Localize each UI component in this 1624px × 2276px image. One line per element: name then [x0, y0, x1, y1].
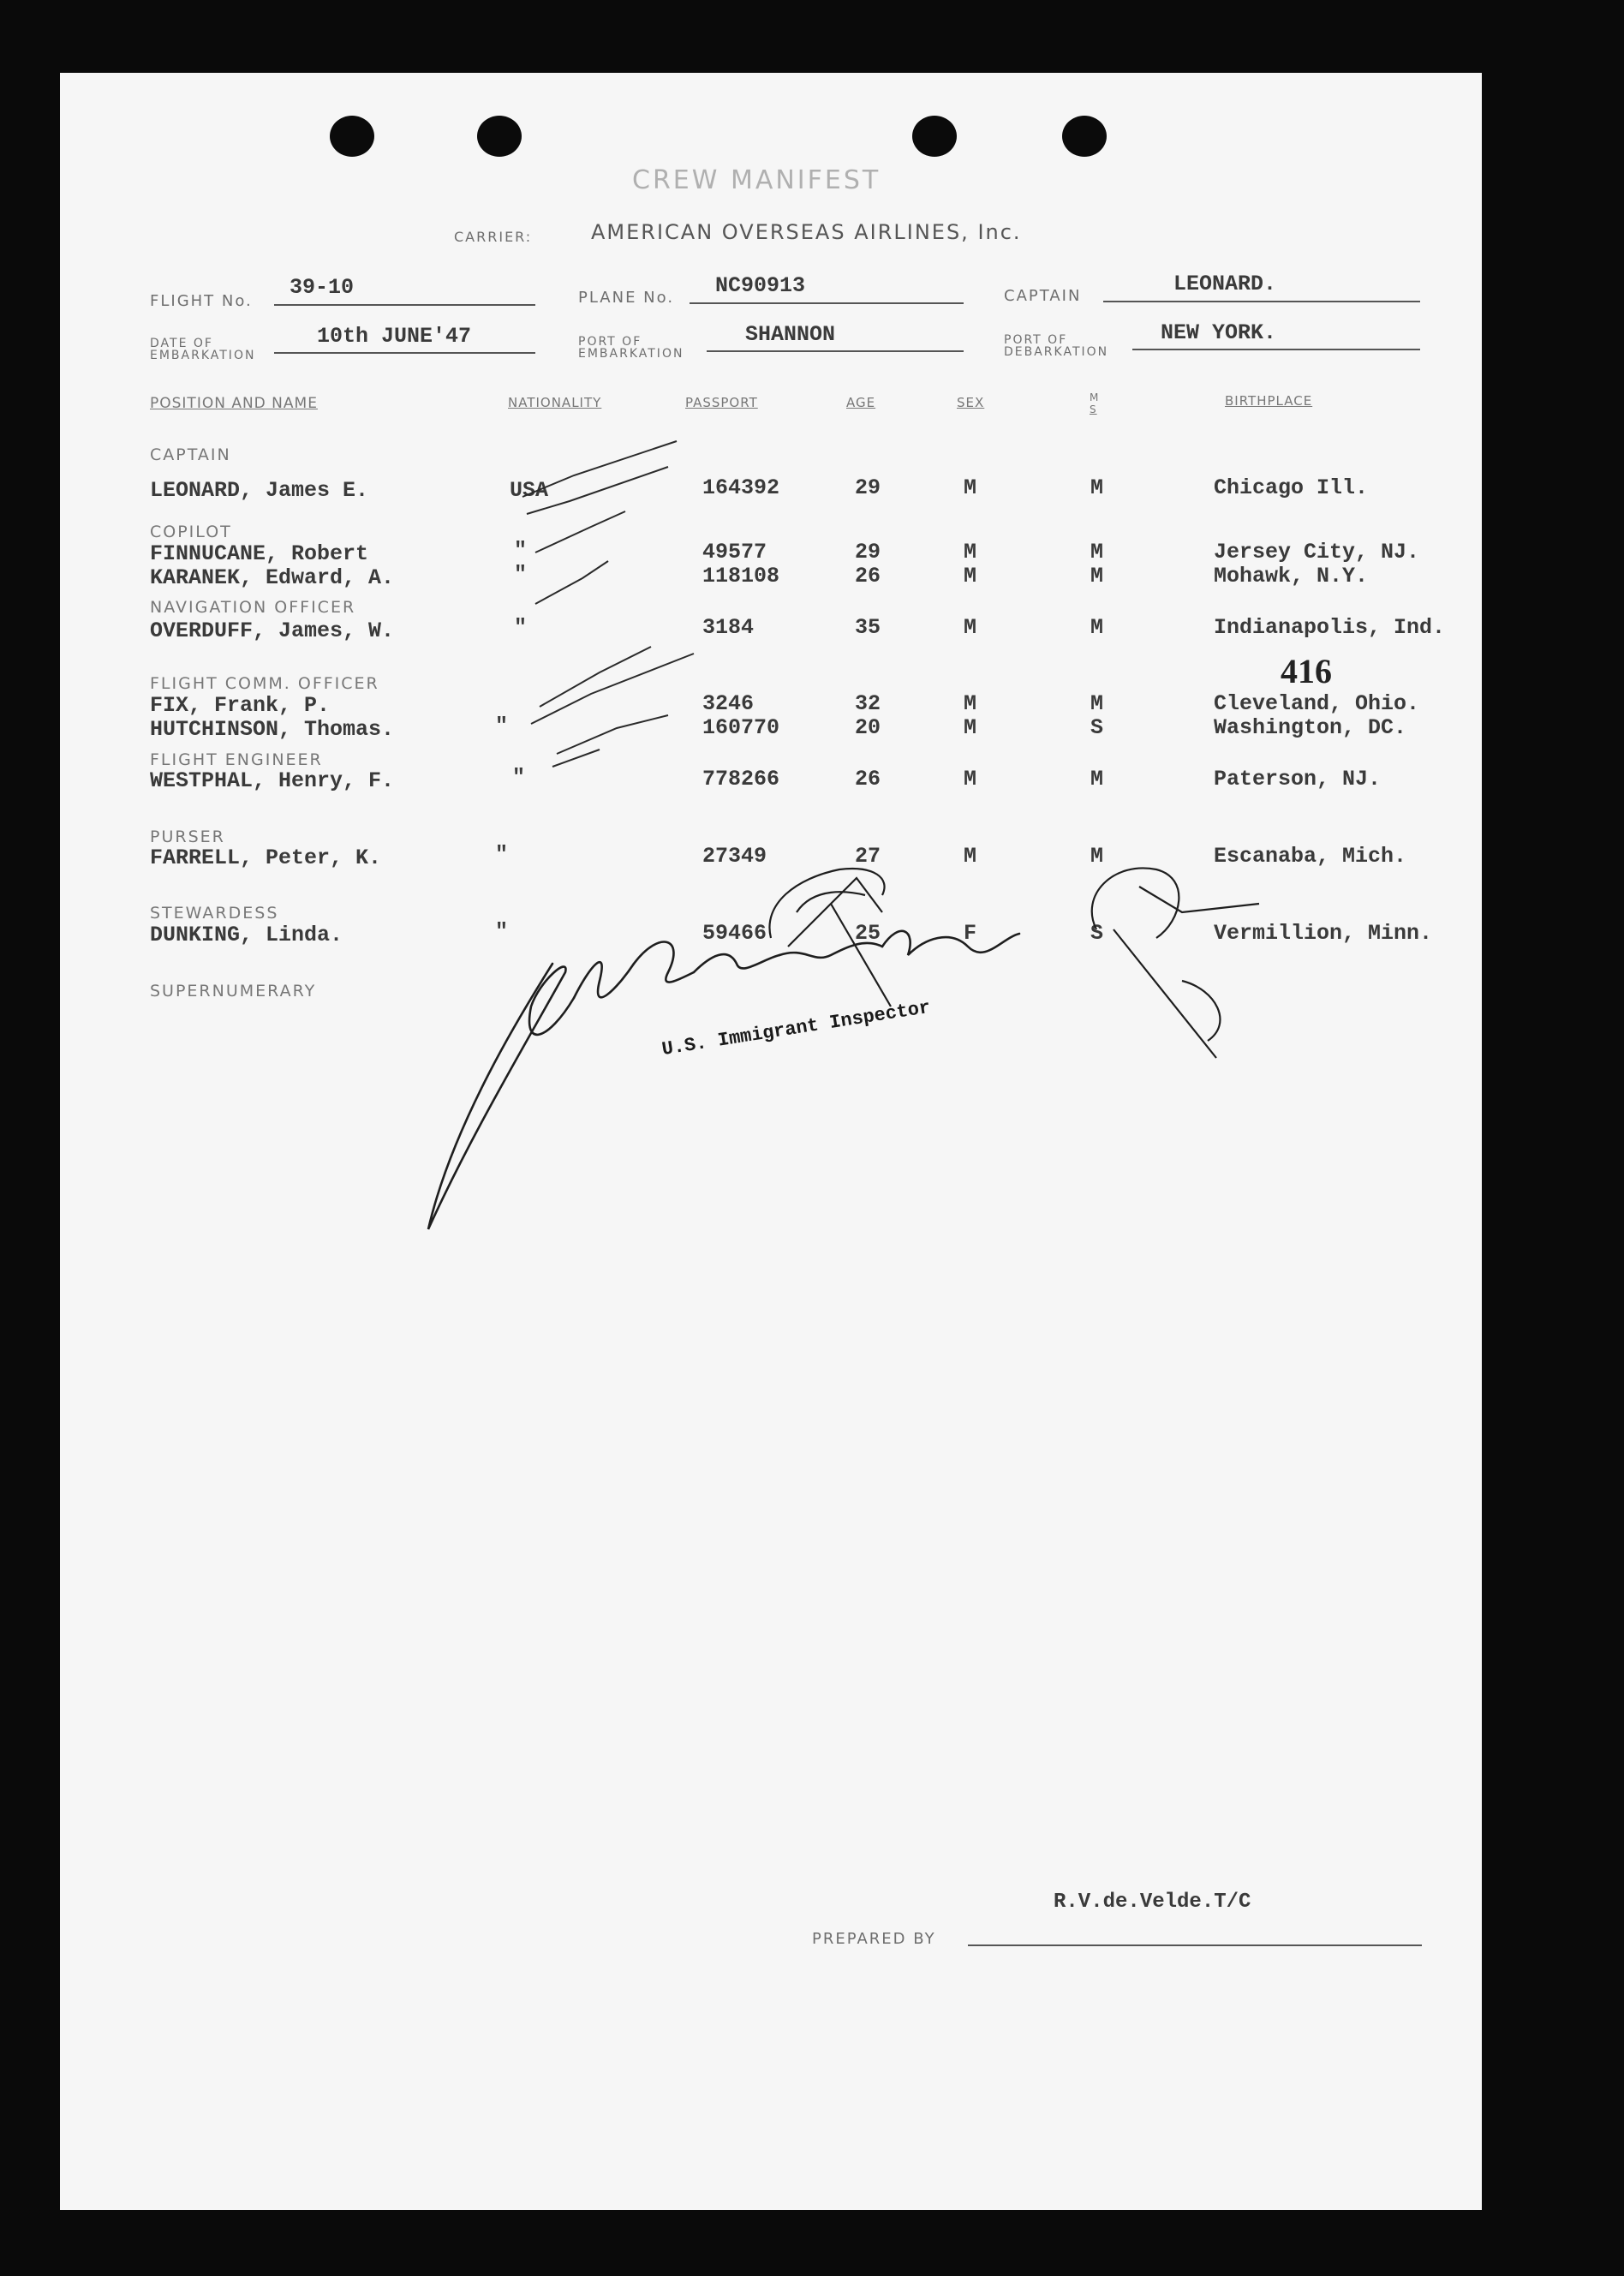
crew-nationality: "	[495, 842, 509, 867]
crew-birthplace: Washington, DC.	[1214, 715, 1407, 740]
port-emb-label-top: PORT OF	[578, 335, 642, 349]
crew-sex: M	[964, 715, 977, 740]
crew-name: HUTCHINSON, Thomas.	[150, 717, 395, 742]
crew-marital: M	[1090, 844, 1104, 869]
crew-name: WESTPHAL, Henry, F.	[150, 768, 395, 793]
port-emb-line	[707, 350, 964, 352]
crew-sex: F	[964, 921, 977, 946]
crew-passport: 3246	[702, 691, 755, 716]
col-ms-top: M	[1090, 391, 1100, 403]
col-nationality: NATIONALITY	[508, 395, 602, 410]
crew-passport: 49577	[702, 540, 767, 565]
crew-name: OVERDUFF, James, W.	[150, 618, 395, 643]
crew-birthplace: Chicago Ill.	[1214, 475, 1369, 500]
punch-hole	[330, 116, 374, 157]
crew-name: FINNUCANE, Robert	[150, 541, 369, 566]
prepared-by-label: PREPARED BY	[812, 1930, 936, 1948]
section-copilot: COPILOT	[150, 523, 232, 541]
crew-age: 26	[855, 767, 881, 792]
crew-sex: M	[964, 615, 977, 640]
crew-marital: S	[1090, 715, 1104, 740]
flight-label: FLIGHT No.	[150, 292, 253, 310]
col-birthplace: BIRTHPLACE	[1225, 393, 1313, 409]
crew-sex: M	[964, 844, 977, 869]
port-emb-label-bottom: EMBARKATION	[578, 347, 684, 361]
crew-birthplace: Indianapolis, Ind.	[1214, 615, 1446, 640]
crew-age: 20	[855, 715, 881, 740]
plane-line	[690, 302, 964, 304]
crew-passport: 3184	[702, 615, 755, 640]
crew-marital: S	[1090, 921, 1104, 946]
crew-age: 35	[855, 615, 881, 640]
embarkation-date: 10th JUNE'47	[317, 324, 472, 349]
port-deb-line	[1132, 349, 1420, 350]
crew-age: 29	[855, 540, 881, 565]
crew-sex: M	[964, 540, 977, 565]
stamp-mark	[1062, 835, 1276, 1092]
crew-birthplace: Vermillion, Minn.	[1214, 921, 1433, 946]
crew-age: 27	[855, 844, 881, 869]
crew-birthplace: Mohawk, N.Y.	[1214, 564, 1369, 588]
crew-birthplace: Jersey City, NJ.	[1214, 540, 1420, 565]
crew-passport: 118108	[702, 564, 780, 588]
crew-sex: M	[964, 767, 977, 792]
col-sex: SEX	[957, 395, 985, 410]
crew-name: FIX, Frank, P.	[150, 693, 331, 718]
manifest-sheet	[60, 73, 1482, 2210]
date-label-top: DATE OF	[150, 337, 213, 350]
crew-birthplace: Cleveland, Ohio.	[1214, 691, 1420, 716]
section-supernumerary: SUPERNUMERARY	[150, 982, 317, 1001]
section-comm: FLIGHT COMM. OFFICER	[150, 674, 379, 693]
crew-passport: 778266	[702, 767, 780, 792]
crew-birthplace: Paterson, NJ.	[1214, 767, 1382, 792]
date-line	[274, 352, 535, 354]
page-title: CREW MANIFEST	[632, 165, 881, 195]
crew-name: DUNKING, Linda.	[150, 923, 343, 947]
plane-label: PLANE No.	[578, 289, 675, 307]
section-purser: PURSER	[150, 827, 225, 846]
crew-marital: M	[1090, 691, 1104, 716]
crew-name: LEONARD, James E.	[150, 478, 369, 503]
section-captain: CAPTAIN	[150, 445, 231, 464]
inspector-stamp: U.S. Immigrant Inspector	[660, 996, 932, 1060]
crew-passport: 27349	[702, 844, 767, 869]
crew-sex: M	[964, 564, 977, 588]
section-stewardess: STEWARDESS	[150, 904, 279, 923]
handwritten-number: 416	[1281, 652, 1332, 690]
stamp-mark	[737, 827, 908, 1024]
col-position: POSITION AND NAME	[150, 395, 318, 412]
crew-birthplace: Escanaba, Mich.	[1214, 844, 1407, 869]
crew-name: FARRELL, Peter, K.	[150, 845, 382, 870]
carrier-name: AMERICAN OVERSEAS AIRLINES, Inc.	[591, 220, 1022, 244]
crew-marital: M	[1090, 615, 1104, 640]
crew-nationality: "	[514, 538, 528, 563]
crew-sex: M	[964, 691, 977, 716]
date-label-bottom: EMBARKATION	[150, 349, 256, 362]
crew-age: 26	[855, 564, 881, 588]
crew-passport: 59466	[702, 921, 767, 946]
port-debarkation: NEW YORK.	[1161, 320, 1277, 345]
captain-line	[1103, 301, 1420, 302]
crew-marital: M	[1090, 564, 1104, 588]
crew-passport: 164392	[702, 475, 780, 500]
carrier-label: CARRIER:	[454, 229, 533, 245]
crew-nationality: USA	[510, 478, 549, 503]
section-engineer: FLIGHT ENGINEER	[150, 750, 323, 769]
prepared-by-line	[968, 1944, 1422, 1946]
check-marks	[488, 433, 728, 844]
crew-nationality: "	[514, 562, 528, 587]
flight-number: 39-10	[290, 275, 355, 300]
punch-hole	[477, 116, 522, 157]
crew-marital: M	[1090, 767, 1104, 792]
flight-line	[274, 304, 535, 306]
port-embarkation: SHANNON	[745, 322, 836, 347]
crew-nationality: "	[514, 615, 528, 640]
crew-sex: M	[964, 475, 977, 500]
crew-nationality: "	[495, 919, 509, 944]
crew-passport: 160770	[702, 715, 780, 740]
col-ms-bottom: S	[1090, 403, 1097, 415]
captain-label: CAPTAIN	[1004, 287, 1082, 305]
crew-nationality: "	[512, 765, 526, 790]
col-age: AGE	[846, 395, 876, 410]
prepared-by-value: R.V.de.Velde.T/C	[1054, 1891, 1251, 1914]
crew-marital: M	[1090, 540, 1104, 565]
port-deb-label-bottom: DEBARKATION	[1004, 345, 1109, 359]
crew-marital: M	[1090, 475, 1104, 500]
punch-hole	[912, 116, 957, 157]
crew-age: 32	[855, 691, 881, 716]
section-navigation: NAVIGATION OFFICER	[150, 598, 356, 617]
crew-nationality: "	[495, 714, 509, 738]
crew-age: 29	[855, 475, 881, 500]
port-deb-label-top: PORT OF	[1004, 333, 1068, 347]
captain-name: LEONARD.	[1173, 272, 1277, 296]
crew-age: 25	[855, 921, 881, 946]
punch-hole	[1062, 116, 1107, 157]
col-passport: PASSPORT	[685, 395, 758, 410]
plane-number: NC90913	[715, 273, 806, 298]
crew-name: KARANEK, Edward, A.	[150, 565, 395, 590]
